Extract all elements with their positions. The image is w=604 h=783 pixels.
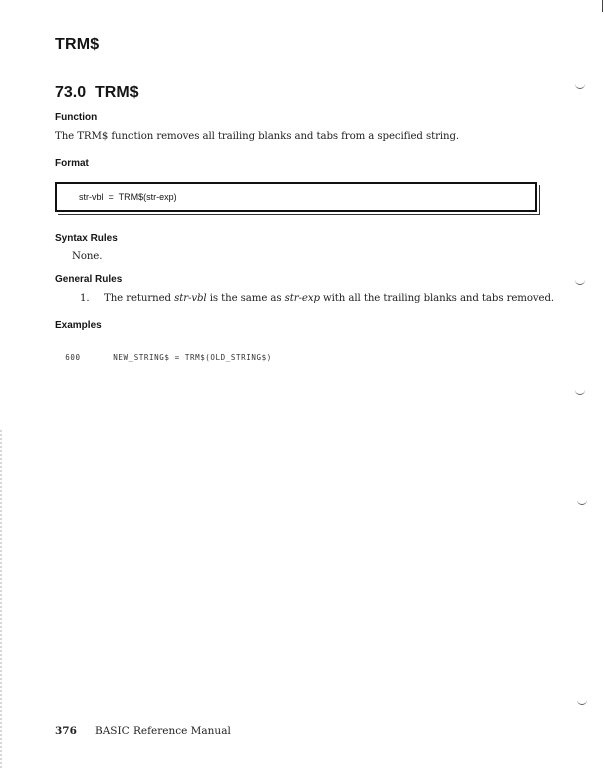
margin-tab-mark (577, 500, 587, 505)
general-rule-term-str-exp: str-exp (284, 293, 320, 304)
general-rule-prefix: The returned (104, 293, 175, 304)
manual-title: BASIC Reference Manual (95, 725, 231, 737)
format-box (55, 182, 537, 212)
function-description: The TRM$ function removes all trailing blanks and tabs from a specified string. (55, 131, 460, 142)
general-rule-middle: is the same as (206, 293, 285, 304)
syntax-rules-text: None. (72, 251, 103, 262)
example-line-number: 600 (65, 353, 81, 362)
general-rules-heading: General Rules (55, 274, 123, 285)
examples-heading: Examples (55, 320, 102, 331)
margin-tab-mark (575, 390, 585, 395)
function-heading: Function (55, 112, 98, 123)
general-rule-number: 1. (80, 293, 90, 304)
syntax-rules-heading: Syntax Rules (55, 233, 118, 244)
general-rule-item (80, 293, 554, 304)
general-rule-term-str-vbl: str-vbl (174, 293, 207, 304)
scan-corner-mark (602, 0, 603, 12)
page-footer (55, 725, 231, 737)
margin-tab-mark (577, 700, 587, 705)
margin-tab-mark (575, 280, 585, 285)
section-name: TRM$ (95, 84, 139, 101)
example-code: NEW_STRING$ = TRM$(OLD_STRING$) (113, 353, 272, 362)
section-title (55, 84, 139, 102)
margin-tab-mark (575, 84, 585, 89)
page-number: 376 (55, 725, 77, 737)
format-syntax: str-vbl = TRM$(str-exp) (79, 192, 177, 202)
example-code-line (55, 344, 272, 362)
format-heading: Format (55, 158, 89, 169)
general-rule-suffix: with all the trailing blanks and tabs removed. (319, 293, 555, 304)
running-head: TRM$ (55, 36, 100, 53)
scan-binding-edge (0, 430, 2, 770)
section-number: 73.0 (55, 84, 87, 101)
